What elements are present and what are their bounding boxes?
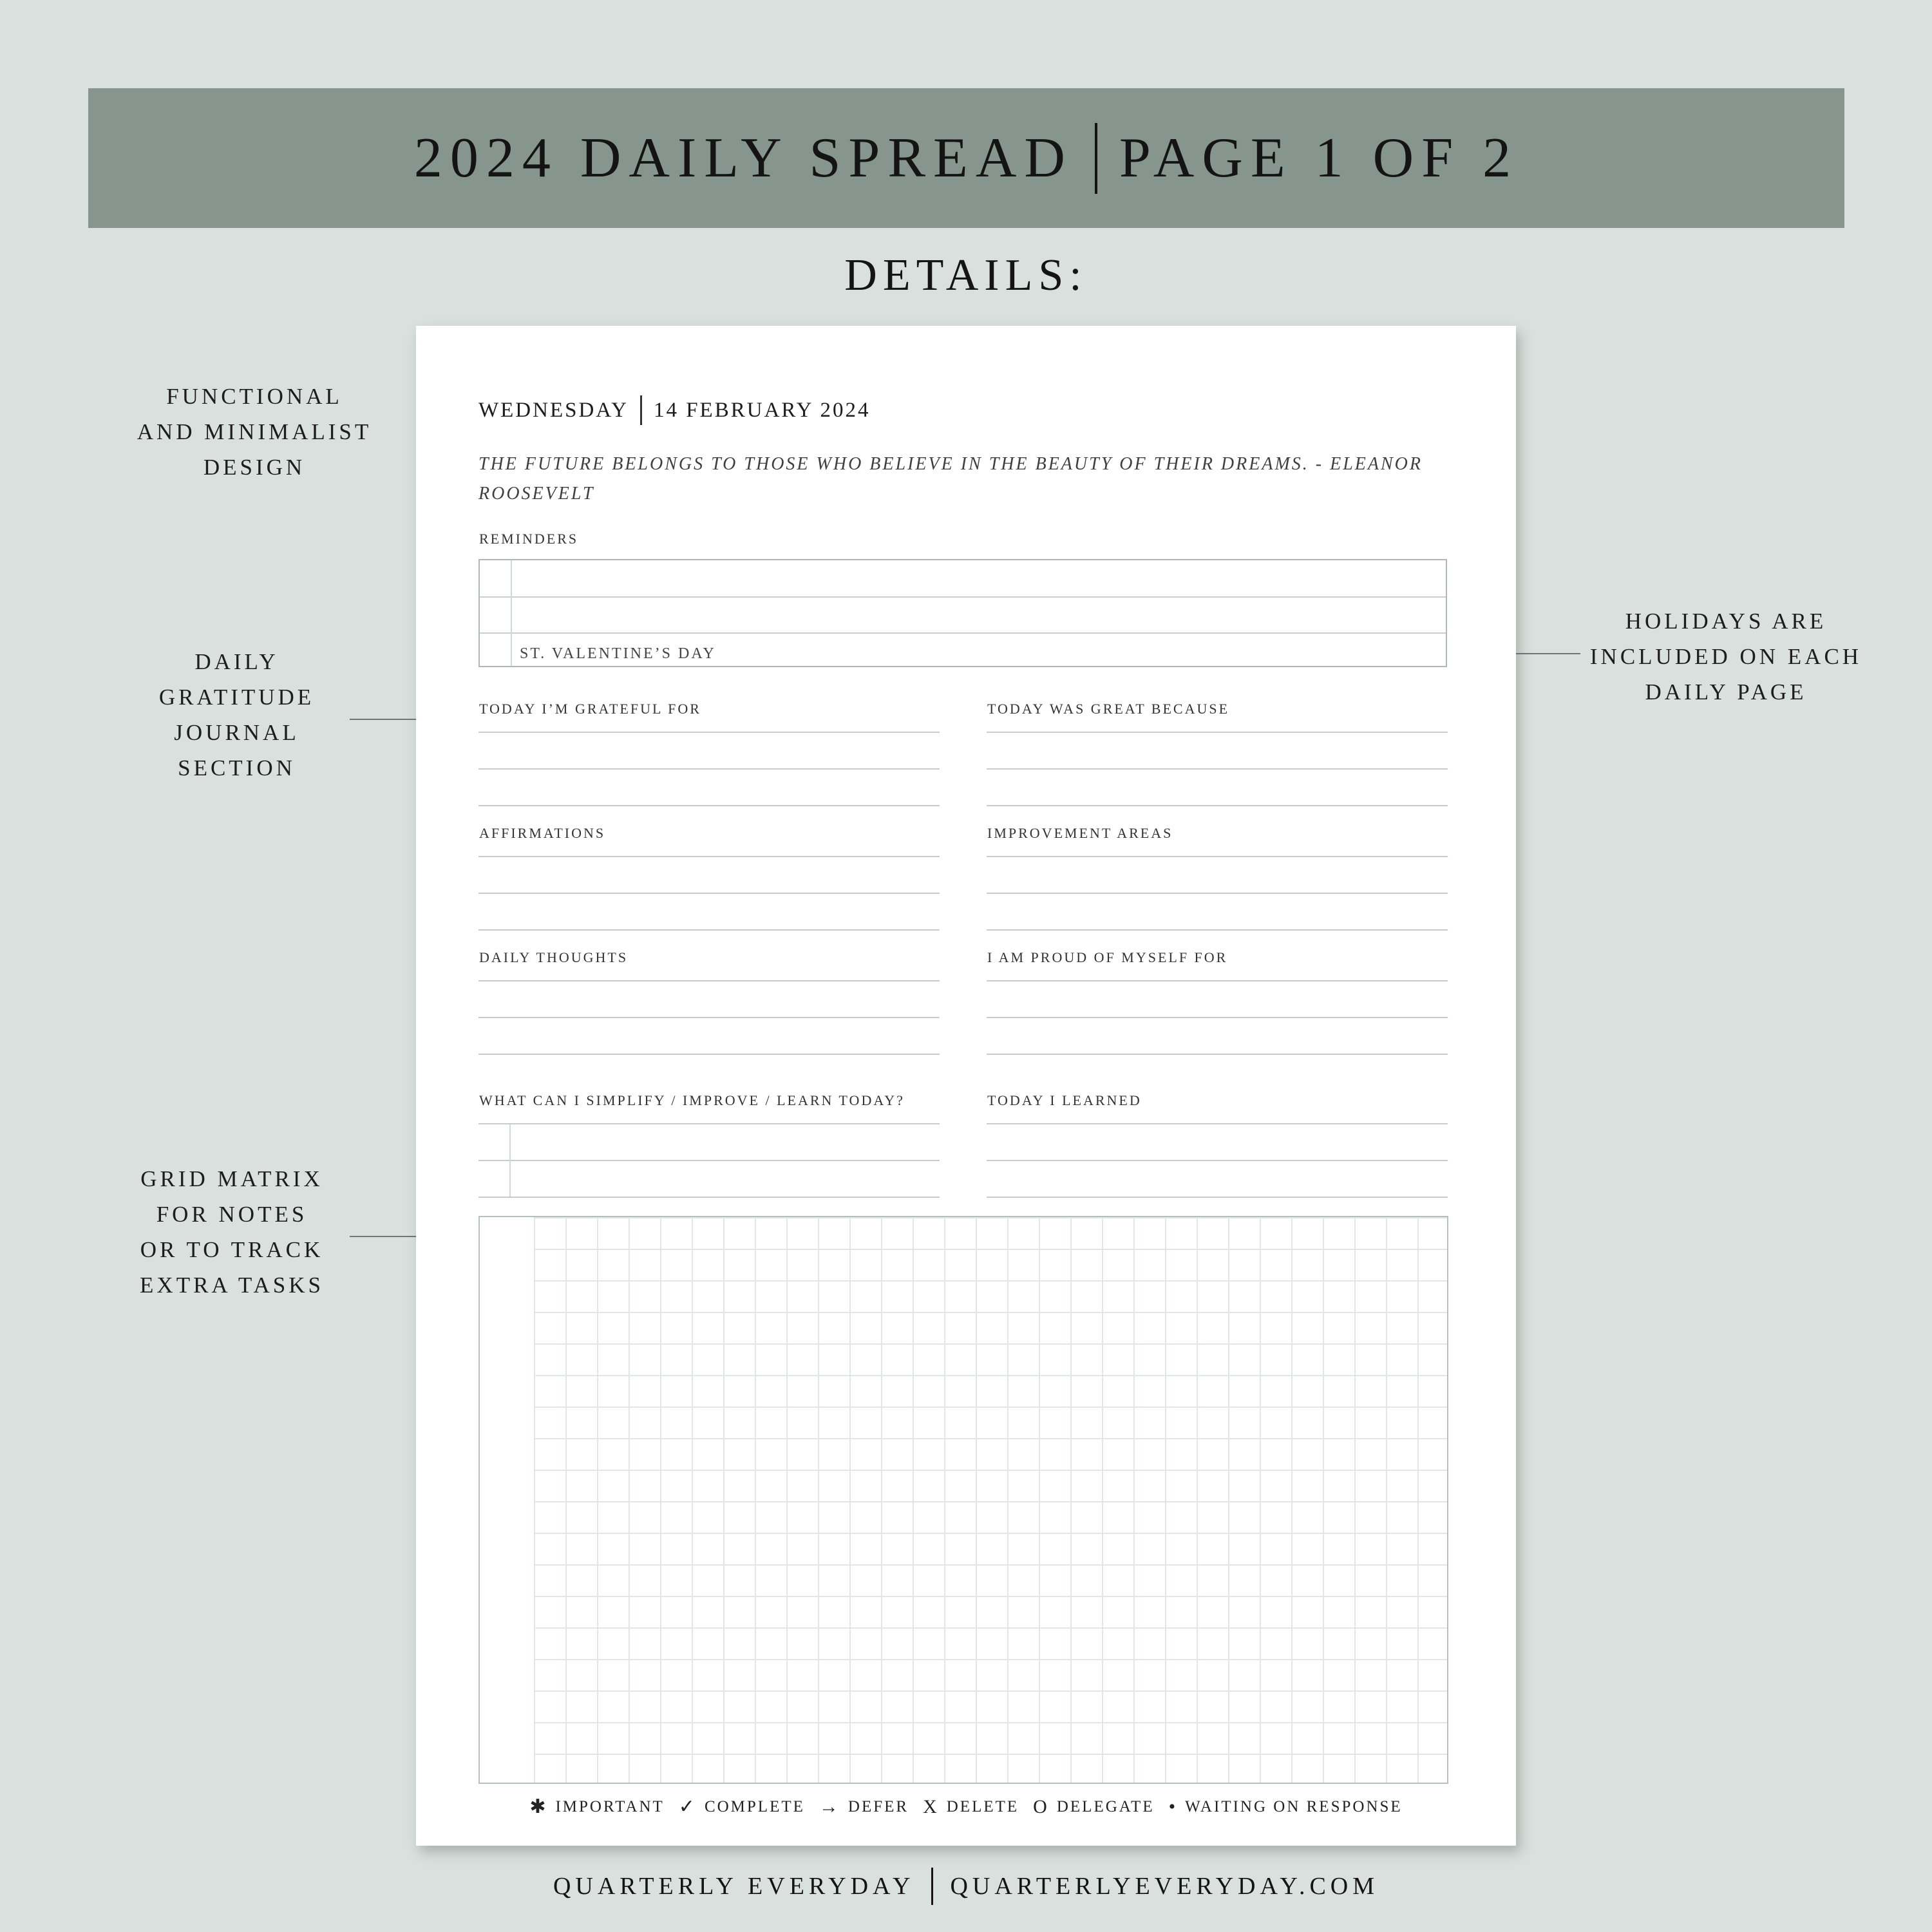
legend-label: DELEGATE: [1056, 1797, 1155, 1815]
task-legend: [416, 1795, 1516, 1818]
title-divider: [1095, 123, 1097, 194]
notes-grid[interactable]: [478, 1216, 1448, 1784]
affirmations-line[interactable]: [478, 893, 940, 894]
affirmations-line[interactable]: [478, 929, 940, 931]
great-label: TODAY WAS GREAT BECAUSE: [987, 701, 1230, 717]
reminders-label: REMINDERS: [479, 531, 579, 547]
legend-label: WAITING ON RESPONSE: [1185, 1797, 1403, 1815]
great-line[interactable]: [987, 768, 1448, 770]
footer-site: QUARTERLYEVERYDAY.COM: [950, 1873, 1379, 1900]
reminder-checkbox-column: [511, 560, 512, 666]
note-holidays: [1565, 603, 1887, 710]
holiday-label: ST. VALENTINE’S DAY: [520, 645, 716, 662]
note-line: HOLIDAYS ARE: [1625, 609, 1827, 634]
date-divider: [640, 395, 642, 425]
note-gratitude: [129, 644, 345, 786]
grateful-line[interactable]: [478, 732, 940, 733]
proud-line[interactable]: [987, 980, 1448, 981]
footer-divider: [931, 1868, 933, 1905]
simplify-line[interactable]: [478, 1123, 940, 1124]
legend-delete: [923, 1796, 1019, 1818]
note-line: DAILY: [194, 649, 279, 674]
proud-line[interactable]: [987, 1054, 1448, 1055]
note-line: OR TO TRACK: [140, 1237, 324, 1262]
details-heading: DETAILS:: [844, 251, 1088, 300]
improvement-line[interactable]: [987, 856, 1448, 857]
simplify-checkbox-column: [509, 1124, 511, 1197]
simplify-line[interactable]: [478, 1160, 940, 1161]
note-line: AND MINIMALIST: [137, 419, 372, 444]
legend-label: COMPLETE: [704, 1797, 805, 1815]
simplify-line[interactable]: [478, 1197, 940, 1198]
affirmations-label: AFFIRMATIONS: [479, 825, 606, 841]
legend-defer: [819, 1796, 909, 1818]
bullet-icon: •: [1168, 1795, 1178, 1817]
proud-label: I AM PROUD OF MYSELF FOR: [987, 949, 1228, 965]
banner-title: [414, 123, 1519, 194]
banner-title-right: PAGE 1 OF 2: [1119, 127, 1519, 189]
planner-page: [416, 326, 1516, 1846]
asterisk-icon: ✱: [529, 1796, 548, 1817]
thoughts-line[interactable]: [478, 1017, 940, 1018]
simplify-label: WHAT CAN I SIMPLIFY / IMPROVE / LEARN TODAY?: [479, 1092, 905, 1108]
improvement-line[interactable]: [987, 929, 1448, 931]
thoughts-line[interactable]: [478, 980, 940, 981]
note-line: FUNCTIONAL: [166, 384, 343, 409]
note-line: DAILY PAGE: [1645, 679, 1807, 705]
note-line: GRID MATRIX: [140, 1166, 323, 1191]
arrow-right-icon: →: [819, 1795, 840, 1817]
improvement-line[interactable]: [987, 893, 1448, 894]
date: 14 FEBRUARY 2024: [653, 398, 871, 422]
legend-label: IMPORTANT: [555, 1797, 665, 1815]
note-line: SECTION: [178, 755, 296, 781]
legend-label: DEFER: [848, 1797, 909, 1815]
thoughts-label: DAILY THOUGHTS: [479, 949, 629, 965]
note-grid: [122, 1161, 341, 1303]
legend-label: DELETE: [946, 1797, 1019, 1815]
checkmark-icon: ✓: [678, 1796, 697, 1817]
grateful-line[interactable]: [478, 805, 940, 806]
great-line[interactable]: [987, 805, 1448, 806]
great-line[interactable]: [987, 732, 1448, 733]
learned-line[interactable]: [987, 1160, 1448, 1161]
footer-brand: QUARTERLY EVERYDAY: [553, 1873, 915, 1900]
note-line: DESIGN: [203, 455, 306, 480]
legend-complete: [679, 1795, 805, 1818]
learned-label: TODAY I LEARNED: [987, 1092, 1142, 1108]
weekday: WEDNESDAY: [478, 398, 629, 422]
title-banner: [88, 88, 1844, 228]
reminder-row[interactable]: [480, 560, 1446, 596]
affirmations-line[interactable]: [478, 856, 940, 857]
footer: [0, 1868, 1932, 1905]
circle-icon: O: [1033, 1795, 1049, 1817]
note-line: EXTRA TASKS: [140, 1273, 324, 1298]
learned-line[interactable]: [987, 1197, 1448, 1198]
legend-delegate: [1033, 1796, 1154, 1818]
note-design: [129, 379, 380, 485]
note-line: FOR NOTES: [156, 1202, 308, 1227]
grateful-label: TODAY I’M GRATEFUL FOR: [479, 701, 701, 717]
daily-quote: THE FUTURE BELONGS TO THOSE WHO BELIEVE IN THE BEAUTY OF THEIR DREAMS. - ELEANOR ROOSEVELT: [478, 454, 1423, 504]
reminder-row[interactable]: [480, 632, 1446, 670]
note-line: INCLUDED ON EACH: [1589, 644, 1862, 669]
date-header: [478, 395, 870, 425]
note-line: JOURNAL: [174, 720, 299, 745]
note-line: GRATITUDE: [158, 685, 315, 710]
banner-title-left: 2024 DAILY SPREAD: [413, 127, 1073, 189]
legend-waiting: [1169, 1796, 1403, 1818]
reminder-row[interactable]: [480, 596, 1446, 634]
thoughts-line[interactable]: [478, 1054, 940, 1055]
learned-line[interactable]: [987, 1123, 1448, 1124]
legend-important: [529, 1795, 664, 1818]
x-icon: X: [923, 1795, 939, 1817]
grateful-line[interactable]: [478, 768, 940, 770]
grid-matrix: [534, 1217, 1447, 1783]
reminders-box: [478, 559, 1447, 667]
improvement-label: IMPROVEMENT AREAS: [987, 825, 1173, 841]
proud-line[interactable]: [987, 1017, 1448, 1018]
